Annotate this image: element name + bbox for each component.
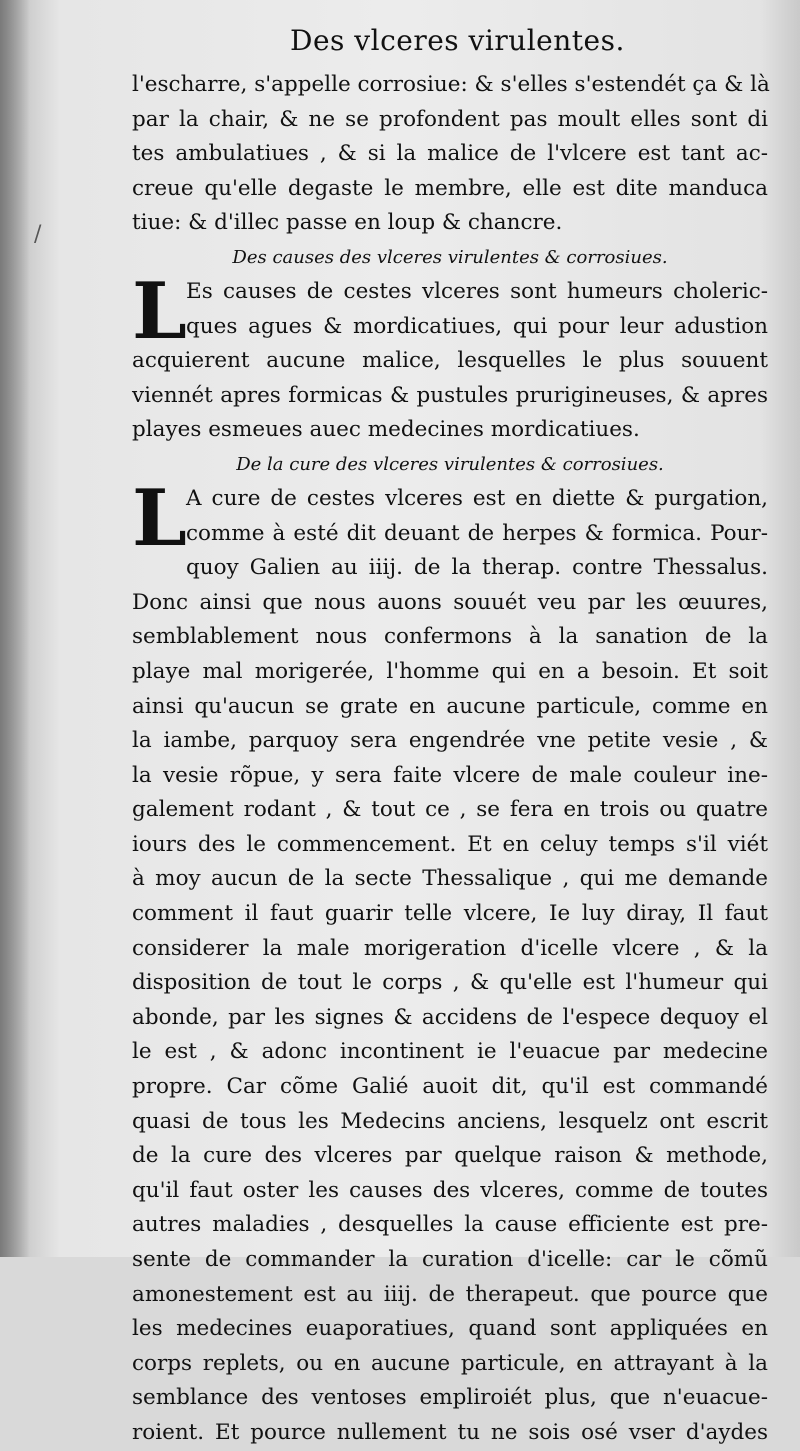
text-line: autres maladies , desquelles la cause efficiente est pre- [132, 1212, 768, 1238]
text-line: viennét apres formicas & pustules prurigineuses, & apres [132, 382, 768, 408]
text-line: comment il faut guarir telle vlcere, Ie luy diray, Il faut [132, 901, 768, 927]
section-heading: De la cure des vlceres virulentes & corrosiues. [236, 453, 664, 475]
text-line: semblance des ventoses empliroiét plus, que n'euacue- [132, 1385, 768, 1411]
text-line: à moy aucun de la secte Thessalique , qui me demande [132, 866, 768, 892]
text-block [132, 68, 768, 1451]
text-line: de la cure des vlceres par quelque raison & methode, [132, 1143, 768, 1169]
text-line: quoy Galien au iiij. de la therap. contre Thessalus. [186, 555, 768, 581]
text-line: comme à esté dit deuant de herpes & formica. Pour- [186, 520, 768, 546]
text-line: abonde, par les signes & accidens de l'espece dequoy el [132, 1004, 768, 1030]
text-line: galement rodant , & tout ce , se fera en trois ou quatre [132, 797, 768, 823]
text-line: semblablement nous confermons à la sanation de la [132, 624, 768, 650]
text-line: par la chair, & ne se profondent pas moult elles sont di [132, 106, 768, 132]
text-line: la vesie rõpue, y sera faite vlcere de male couleur ine- [132, 762, 768, 788]
text-line: playe mal morigerée, l'homme qui en a besoin. Et soit [132, 658, 768, 684]
text-line: Es causes de cestes vlceres sont humeurs choleric- [186, 278, 768, 304]
text-line: disposition de tout le corps , & qu'elle est l'humeur qui [132, 970, 768, 996]
text-line: creue qu'elle degaste le membre, elle est dite manduca [132, 175, 768, 201]
text-line: le est , & adonc incontinent ie l'euacue par medecine [132, 1039, 768, 1065]
text-line: sente de commander la curation d'icelle: car le cõmũ [132, 1247, 768, 1272]
text-line: ainsi qu'aucun se grate en aucune particule, comme en [132, 693, 768, 719]
paragraph [132, 265, 768, 448]
text-line: l'escharre, s'appelle corrosiue: & s'elles s'estendét ça & là [132, 72, 770, 97]
text-line: propre. Car cõme Galié auoit dit, qu'il est commandé [132, 1074, 768, 1100]
margin-mark: / [34, 222, 42, 247]
text-line: A cure de cestes vlceres est en diette & purgation, [186, 485, 768, 511]
drop-cap: L [132, 472, 187, 564]
text-line: quasi de tous les Medecins anciens, lesquelz ont escrit [132, 1108, 768, 1134]
text-line: tes ambulatiues , & si la malice de l'vlcere est tant ac- [132, 141, 768, 167]
text-line: playes esmeues auec medecines mordicatiues. [132, 417, 640, 443]
text-line: ques agues & mordicatiues, qui pour leur adustion [186, 313, 768, 339]
drop-cap: L [132, 265, 187, 357]
text-line: la iambe, parquoy sera engendrée vne petite vesie , & [132, 728, 768, 754]
text-line: corps replets, ou en aucune particule, en attrayant à la [132, 1350, 768, 1376]
text-line: qu'il faut oster les causes des vlceres, comme de toutes [132, 1177, 768, 1203]
text-line: considerer la male morigeration d'icelle vlcere , & la [132, 935, 768, 961]
text-line: iours des le commencement. Et en celuy temps s'il viét [132, 831, 768, 857]
text-line: acquierent aucune malice, lesquelles le plus souuent [132, 348, 768, 374]
text-line: les medecines euaporatiues, quand sont appliquées en [132, 1316, 768, 1342]
gutter-shadow [0, 0, 30, 1257]
text-line: amonestement est au iiij. de therapeut. que pource que [132, 1281, 768, 1307]
text-line: Donc ainsi que nous auons souuét veu par les œuures, [132, 589, 768, 615]
paragraph [132, 472, 768, 1451]
running-header: Des vlceres virulentes. [290, 24, 625, 57]
text-line: roient. Et pource nullement tu ne sois osé vser d'aydes [132, 1419, 768, 1445]
section-heading: Des causes des vlceres virulentes & corrosiues. [232, 246, 668, 268]
text-line: tiue: & d'illec passe en loup & chancre. [132, 210, 563, 236]
